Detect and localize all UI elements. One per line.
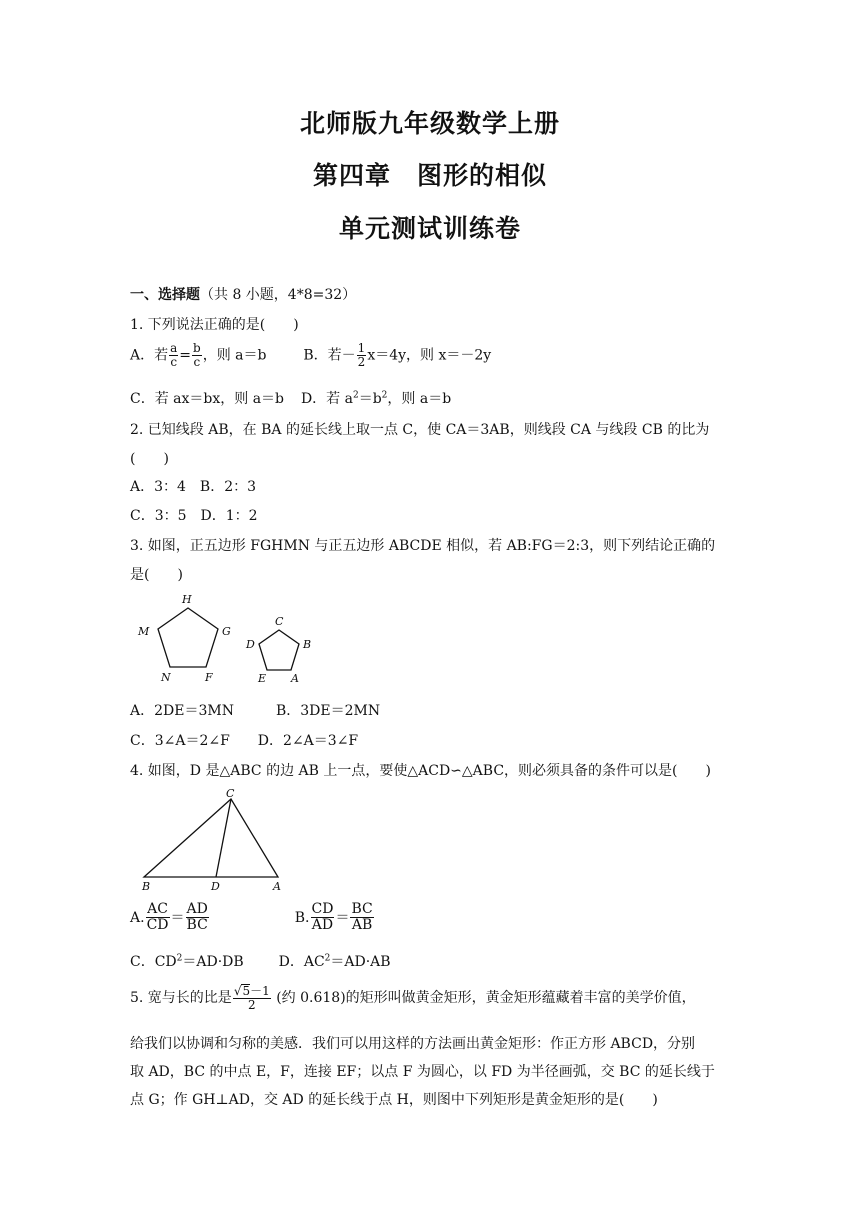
q2-stem2: ( ) bbox=[130, 451, 169, 467]
triangle-abc bbox=[144, 799, 278, 877]
q4-d-post: ＝AD·AB bbox=[330, 954, 391, 970]
q4-b-frac2: $\frac{BC}{AB}$ bbox=[351, 901, 373, 934]
q1-d-mid: ＝b bbox=[358, 391, 382, 407]
q5-line1 bbox=[130, 984, 696, 1012]
label-M: M bbox=[138, 625, 150, 638]
q2-options-ab: A．3：4 B．2：3 bbox=[130, 479, 257, 495]
q5-line2: 给我们以协调和匀称的美感．我们可以用这样的方法画出黄金矩形：作正方形 ABCD，分别 bbox=[130, 1036, 696, 1052]
q4-b-eq: ＝ bbox=[335, 909, 350, 926]
q4-triangle-figure bbox=[132, 786, 302, 894]
label-D: D bbox=[246, 638, 255, 651]
q1-d-prefix: D．若 a bbox=[300, 391, 353, 407]
q1-a-post: ，则 a＝b bbox=[202, 347, 267, 364]
label-C: C bbox=[275, 615, 284, 628]
q4-a-frac2: $\frac{AD}{BC}$ bbox=[186, 901, 208, 934]
main-title: 北师版九年级数学上册 bbox=[299, 109, 560, 138]
q3-stem: 3. 如图，正五边形 FGHMN 与正五边形 ABCDE 相似，若 AB:FG＝2:3，则下列结论正确的 bbox=[130, 538, 716, 554]
label-H: H bbox=[182, 593, 192, 606]
label-F: F bbox=[205, 671, 213, 684]
q1-b-frac: $\frac{1}{2}$ bbox=[357, 341, 366, 370]
q1-b-prefix: B．若－ bbox=[303, 347, 356, 364]
label-A: A bbox=[273, 880, 281, 893]
q4-a-eq: ＝ bbox=[170, 909, 185, 926]
q4-stem: 4. 如图，D 是△ABC 的边 AB 上一点，要使△ACD∽△ABC，则必须具备的条件可以是( ) bbox=[130, 763, 711, 779]
q5-line3: 取 AD，BC 的中点 E，F，连接 EF；以点 F 为圆心，以 FD 为半径画弧，交 BC 的延长线于 bbox=[130, 1064, 715, 1080]
q4-options-cd bbox=[130, 951, 391, 971]
q1-d-sup1: 2 bbox=[352, 390, 359, 401]
q1-a-frac2: $\frac{b}{c}$ bbox=[193, 341, 201, 370]
q4-c-prefix: C．CD bbox=[130, 954, 177, 970]
q5-line4: 点 G；作 GH⊥AD，交 AD 的延长线于点 H，则图中下列矩形是黄金矩形的是( ) bbox=[130, 1092, 658, 1108]
q1-d-sup2: 2 bbox=[381, 390, 388, 401]
q4-options-ab bbox=[130, 902, 375, 934]
q4-d-sup: 2 bbox=[324, 953, 331, 964]
q1-a-prefix: A．若 bbox=[130, 347, 169, 364]
label-D: D bbox=[211, 880, 220, 893]
q4-a-prefix: A. bbox=[130, 909, 145, 926]
label-B: B bbox=[303, 638, 312, 651]
pentagon-fghmn bbox=[158, 608, 218, 667]
q4-d-prefix: D．AC bbox=[278, 954, 325, 970]
q3-options-cd: C．3∠A＝2∠F D．2∠A＝3∠F bbox=[130, 733, 359, 749]
subtitle: 单元测试训练卷 bbox=[338, 214, 521, 243]
q3-stem2: 是( ) bbox=[130, 567, 183, 583]
q1-options-cd bbox=[130, 388, 451, 408]
section-heading bbox=[130, 284, 356, 304]
section-label: 一、选择题 bbox=[130, 287, 200, 303]
label-C: C bbox=[226, 787, 235, 800]
q1-c: C．若 ax＝bx，则 a＝b bbox=[130, 391, 285, 407]
q2-options-cd: C．3：5 D．1：2 bbox=[130, 508, 258, 524]
q2-stem: 2. 已知线段 AB，在 BA 的延长线上取一点 C，使 CA＝3AB，则线段 CA 与线段 CB 的比为 bbox=[130, 422, 710, 438]
q5-stem-post: (约 0.618)的矩形叫做黄金矩形，黄金矩形蕴藏着丰富的美学价值， bbox=[271, 990, 696, 1007]
pentagon-abcde bbox=[259, 630, 299, 670]
q1-a-eq: = bbox=[179, 347, 192, 364]
q5-stem-pre: 5. 宽与长的比是 bbox=[130, 990, 232, 1007]
q4-c-sup: 2 bbox=[176, 953, 183, 964]
label-G: G bbox=[222, 625, 231, 638]
q3-pentagons-figure bbox=[132, 590, 332, 690]
label-A: A bbox=[291, 672, 299, 685]
label-N: N bbox=[161, 671, 171, 684]
q1-options-ab bbox=[130, 342, 491, 369]
q3-options-ab: A．2DE＝3MN B．3DE＝2MN bbox=[130, 703, 381, 719]
q1-b-post: x＝4y，则 x＝－2y bbox=[367, 347, 492, 364]
label-E: E bbox=[258, 672, 267, 685]
q4-b-frac1: $\frac{CD}{AD}$ bbox=[311, 901, 334, 934]
section-note: （共 8 小题，4*8=32） bbox=[200, 287, 357, 303]
label-B: B bbox=[142, 880, 151, 893]
q4-b-prefix: B. bbox=[294, 909, 310, 926]
q4-a-frac1: $\frac{AC}{CD}$ bbox=[146, 901, 169, 934]
golden-ratio-fraction: $\frac{√5-1}{2}$ bbox=[233, 984, 270, 1013]
q1-a-frac1: $\frac{a}{c}$ bbox=[170, 341, 178, 370]
q4-c-post: ＝AD·DB bbox=[182, 954, 244, 970]
chapter-title: 第四章 图形的相似 bbox=[312, 161, 547, 190]
q1-d-post: ，则 a＝b bbox=[387, 391, 452, 407]
q1-stem: 1. 下列说法正确的是( ) bbox=[130, 317, 299, 333]
